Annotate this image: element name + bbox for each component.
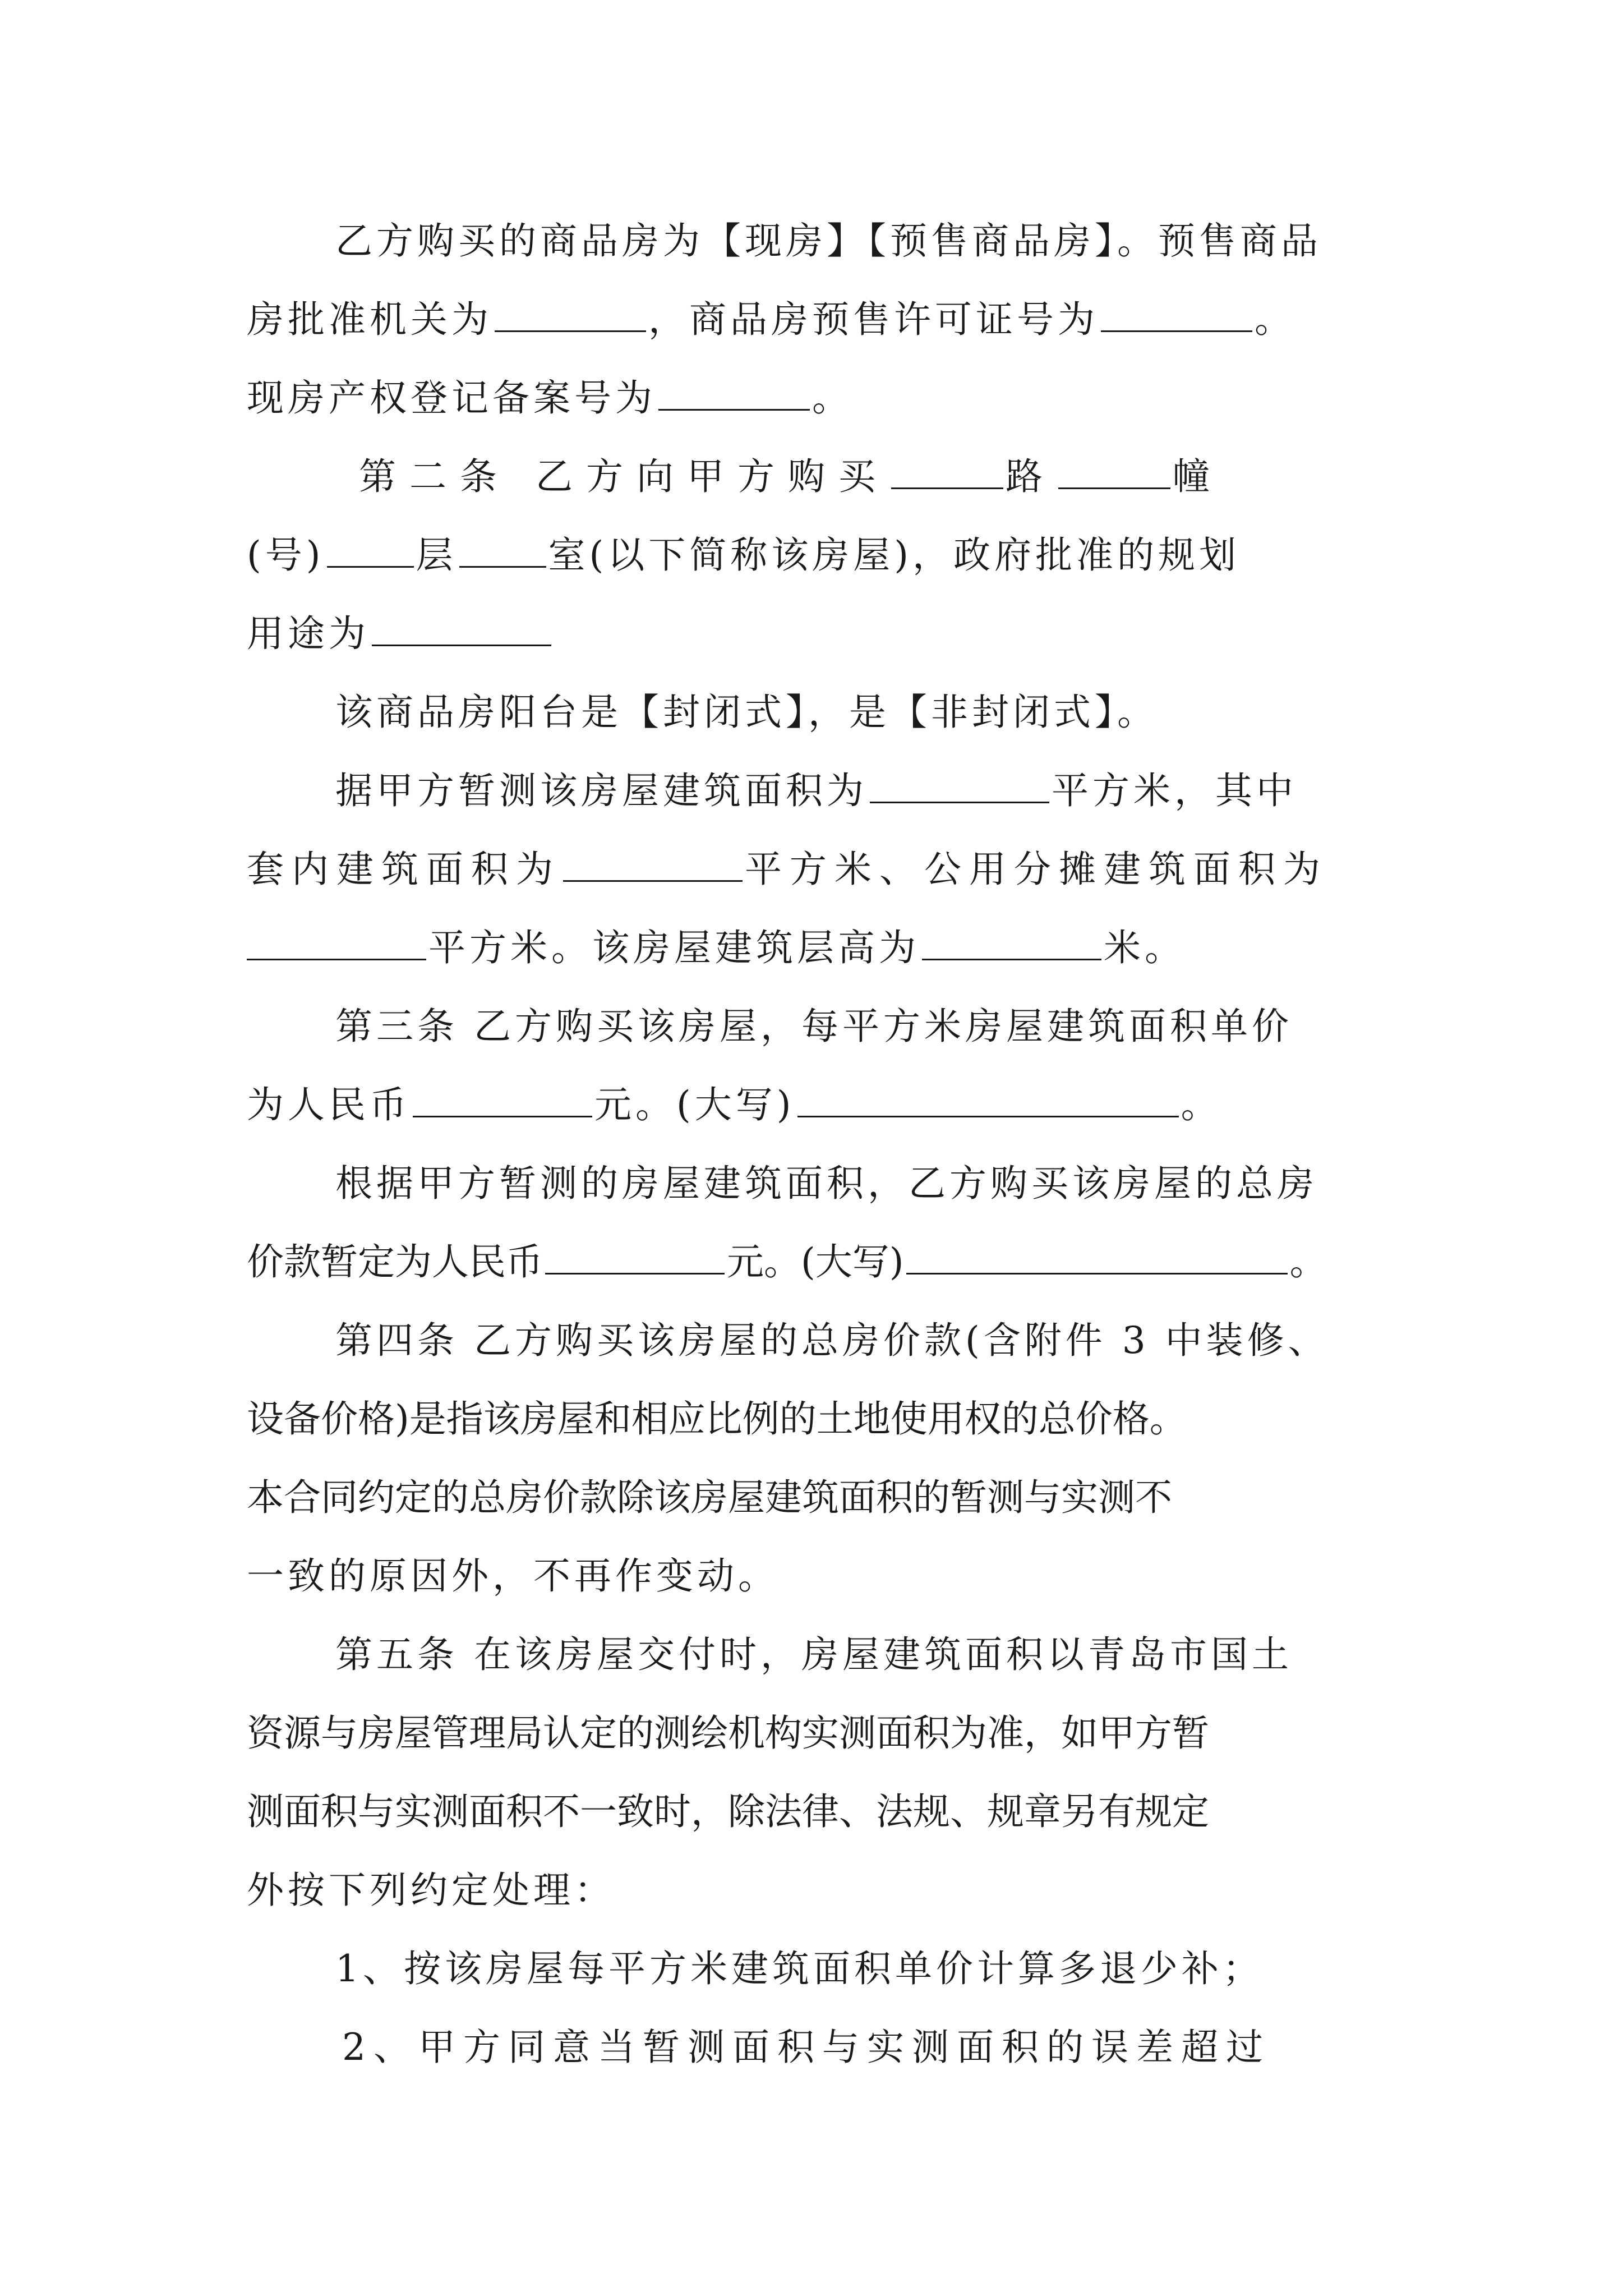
text-segment: 用途为 <box>247 612 370 655</box>
fill-in-blank <box>906 1244 1288 1274</box>
text-segment: 第四条 乙方购买该房屋的总房价款(含附件 3 中装修、 <box>335 1319 1329 1362</box>
fill-in-blank <box>459 537 546 568</box>
paragraph-line <box>247 280 1385 359</box>
text-segment: 米。 <box>1104 926 1186 969</box>
text-segment: 套内建筑面积为 <box>247 848 561 891</box>
fill-in-blank <box>413 1087 592 1117</box>
text-segment: 室(以下简称该房屋)，政府批准的规划 <box>548 533 1240 577</box>
fill-in-blank <box>922 930 1101 960</box>
paragraph-line <box>247 595 1385 673</box>
fill-in-blank <box>495 301 646 332</box>
text-segment: 本合同约定的总房价款除该房屋建筑面积的暂测与实测不 <box>247 1476 1172 1519</box>
text-segment: 一致的原因外，不再作变动。 <box>247 1554 779 1598</box>
text-segment: 外按下列约定处理： <box>247 1869 615 1912</box>
paragraph-line <box>335 673 1474 752</box>
text-segment: 第五条 在该房屋交付时，房屋建筑面积以青岛市国土 <box>335 1633 1293 1676</box>
paragraph-line <box>247 359 1385 438</box>
paragraph-line <box>335 1144 1474 1223</box>
text-segment: 层 <box>416 533 457 577</box>
text-segment: 。 <box>1181 1083 1222 1126</box>
text-segment: 。 <box>812 376 853 420</box>
text-segment: 据甲方暂测该房屋建筑面积为 <box>335 769 868 812</box>
fill-in-blank <box>870 772 1049 803</box>
text-segment: 第三条 乙方购买该房屋，每平方米房屋建筑面积单价 <box>335 1005 1293 1048</box>
fill-in-blank <box>1058 458 1170 489</box>
text-segment: 平方米，其中 <box>1052 769 1297 812</box>
text-segment: ，商品房预售许可证号为 <box>648 298 1099 341</box>
paragraph-line <box>247 1066 1385 1144</box>
paragraph-line <box>247 516 1385 595</box>
fill-in-blank <box>372 615 551 646</box>
fill-in-blank <box>247 930 426 960</box>
text-segment: 2、甲方同意当暂测面积与实测面积的误差超过 <box>342 2026 1271 2069</box>
paragraph-line <box>335 987 1474 1066</box>
text-segment: 房批准机关为 <box>247 298 492 341</box>
text-segment: 为人民币 <box>247 1083 411 1126</box>
paragraph-line <box>335 202 1474 280</box>
text-segment: 乙方购买的商品房为【现房】【预售商品房】。预售商品 <box>335 219 1322 263</box>
paragraph-line <box>342 2008 1481 2087</box>
text-segment: 测面积与实测面积不一致时，除法律、法规、规章另有规定 <box>247 1790 1209 1833</box>
fill-in-blank <box>891 458 1003 489</box>
text-segment: 现房产权登记备案号为 <box>247 376 656 420</box>
paragraph-line <box>247 1773 1385 1851</box>
text-segment: (号) <box>247 533 325 577</box>
paragraph-line <box>247 1537 1385 1616</box>
fill-in-blank <box>327 537 414 568</box>
text-segment: 第二条 乙方向甲方购买 <box>359 455 889 498</box>
text-segment: 。 <box>1289 1240 1327 1283</box>
paragraph-line <box>247 1223 1385 1301</box>
paragraph-line <box>247 1458 1385 1537</box>
fill-in-blank <box>545 1244 725 1274</box>
paragraph-line <box>335 752 1474 830</box>
text-segment: 。 <box>1255 298 1295 341</box>
text-segment: 平方米。该房屋建筑层高为 <box>428 926 920 969</box>
fill-in-blank <box>658 380 810 411</box>
text-segment: 根据甲方暂测的房屋建筑面积，乙方购买该房屋的总房 <box>335 1162 1318 1205</box>
paragraph-line <box>247 1851 1385 1930</box>
text-segment: 资源与房屋管理局认定的测绘机构实测面积为准，如甲方暂 <box>247 1711 1209 1755</box>
paragraph-line <box>247 1694 1385 1773</box>
paragraph-line <box>247 1380 1385 1458</box>
text-segment: 元。(大写) <box>594 1083 795 1126</box>
fill-in-blank <box>563 851 743 882</box>
fill-in-blank <box>797 1087 1179 1117</box>
paragraph-line <box>247 909 1385 987</box>
text-segment: 1、按该房屋每平方米建筑面积单价计算多退少补； <box>335 1947 1264 1990</box>
text-segment: 幢 <box>1172 455 1223 498</box>
paragraph-line <box>359 438 1497 516</box>
text-segment: 价款暂定为人民币 <box>247 1240 543 1283</box>
text-segment: 平方米、公用分摊建筑面积为 <box>745 848 1328 891</box>
text-segment: 路 <box>1005 455 1056 498</box>
text-segment: 该商品房阳台是【封闭式】，是【非封闭式】。 <box>335 691 1158 734</box>
paragraph-line <box>335 1930 1474 2008</box>
paragraph-line <box>247 830 1385 909</box>
text-segment: 元。(大写) <box>727 1240 904 1283</box>
paragraph-line <box>335 1301 1474 1380</box>
paragraph-line <box>335 1616 1474 1694</box>
text-segment: 设备价格)是指该房屋和相应比例的土地使用权的总价格。 <box>247 1397 1187 1441</box>
fill-in-blank <box>1101 301 1252 332</box>
